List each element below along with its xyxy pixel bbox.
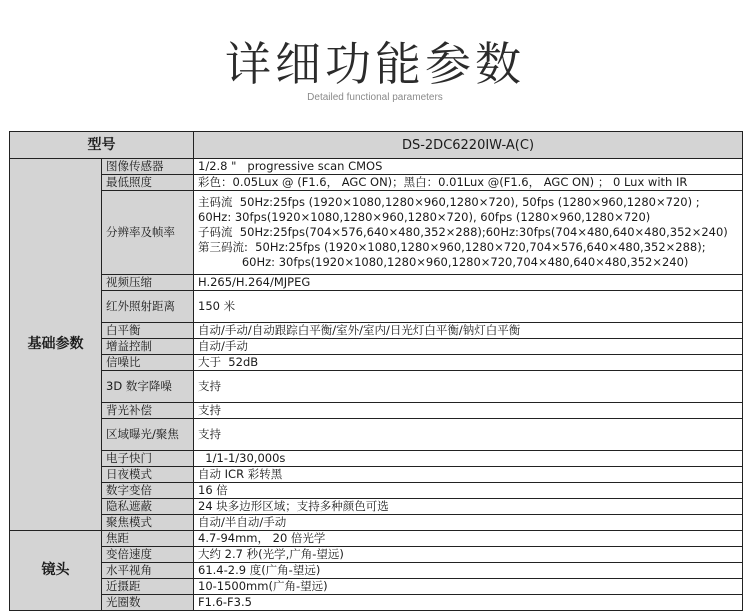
spec-key: 背光补偿 [102,403,194,419]
lens-category: 镜头 [10,531,102,611]
spec-row [10,547,743,563]
spec-value: 1/1-1/30,000s [194,451,743,467]
spec-row [10,403,743,419]
spec-value-line: 60Hz: 30fps(1920×1080,1280×960,1280×720), 60fps (1280×960,1280×720) [198,210,651,224]
spec-key: 分辨率及帧率 [102,191,194,275]
spec-row [10,451,743,467]
spec-row [10,515,743,531]
spec-row [10,563,743,579]
spec-row [10,467,743,483]
model-label: 型号 [10,132,194,159]
page-subtitle: Detailed functional parameters [307,92,443,103]
spec-value: 自动 ICR 彩转黑 [194,467,743,483]
spec-row [10,579,743,595]
spec-value: 支持 [194,371,743,403]
spec-value: H.265/H.264/MJPEG [194,275,743,291]
spec-key: 焦距 [102,531,194,547]
spec-value-line: 子码流 50Hz:25fps(704×576,640×480,352×288);60Hz:30fps(704×480,640×480,352×240) [198,225,728,239]
spec-row [10,419,743,451]
spec-key: 最低照度 [102,175,194,191]
spec-table [9,131,743,611]
spec-row [10,595,743,611]
spec-row [10,275,743,291]
spec-row [10,355,743,371]
spec-key: 数字变倍 [102,483,194,499]
spec-row [10,531,743,547]
spec-value: 支持 [194,403,743,419]
spec-value: 大约 2.7 秒(光学,广角-望远) [194,547,743,563]
spec-value: 4.7-94mm， 20 倍光学 [194,531,743,547]
spec-value: 彩色：0.05Lux @ (F1.6， AGC ON)；黑白：0.01Lux @(F1.6， AGC ON) ； 0 Lux with IR [194,175,743,191]
spec-value-line: 第三码流: 50Hz:25fps (1920×1080,1280×960,1280×720,704×576,640×480,352×288); [198,240,706,254]
spec-value: 16 倍 [194,483,743,499]
spec-key: 电子快门 [102,451,194,467]
spec-key: 3D 数字降噪 [102,371,194,403]
spec-value [194,191,743,275]
spec-value: 大于 52dB [194,355,743,371]
spec-key: 视频压缩 [102,275,194,291]
spec-value: 10-1500mm(广角-望远) [194,579,743,595]
spec-value: F1.6-F3.5 [194,595,743,611]
basic-category: 基础参数 [10,159,102,531]
spec-row [10,191,743,275]
spec-key: 增益控制 [102,339,194,355]
spec-value: 自动/半自动/手动 [194,515,743,531]
spec-key: 红外照射距离 [102,291,194,323]
spec-row [10,175,743,191]
spec-value: 自动/手动/自动跟踪白平衡/室外/室内/日光灯白平衡/钠灯白平衡 [194,323,743,339]
model-row [10,132,743,159]
spec-row [10,483,743,499]
spec-key: 信噪比 [102,355,194,371]
spec-key: 区域曝光/聚焦 [102,419,194,451]
spec-key: 白平衡 [102,323,194,339]
spec-row [10,371,743,403]
spec-value-line: 60Hz: 30fps(1920×1080,1280×960,1280×720,704×480,640×480,352×240) [198,255,689,269]
spec-row [10,499,743,515]
spec-value: 自动/手动 [194,339,743,355]
spec-row [10,159,743,175]
spec-key: 变倍速度 [102,547,194,563]
spec-value: 61.4-2.9 度(广角-望远) [194,563,743,579]
spec-key: 隐私遮蔽 [102,499,194,515]
spec-value: 24 块多边形区域；支持多种颜色可选 [194,499,743,515]
spec-key: 近摄距 [102,579,194,595]
spec-value: 150 米 [194,291,743,323]
model-value: DS-2DC6220IW-A(C) [194,132,743,159]
spec-key: 光圈数 [102,595,194,611]
spec-value: 支持 [194,419,743,451]
spec-row [10,323,743,339]
spec-key: 聚焦模式 [102,515,194,531]
spec-key: 水平视角 [102,563,194,579]
spec-key: 图像传感器 [102,159,194,175]
spec-key: 日夜模式 [102,467,194,483]
spec-value-line: 主码流 50Hz:25fps (1920×1080,1280×960,1280×720), 50fps (1280×960,1280×720) ; [198,195,700,209]
page-title: 详细功能参数 [225,37,525,91]
spec-value: 1/2.8 " progressive scan CMOS [194,159,743,175]
spec-row [10,339,743,355]
spec-row [10,291,743,323]
